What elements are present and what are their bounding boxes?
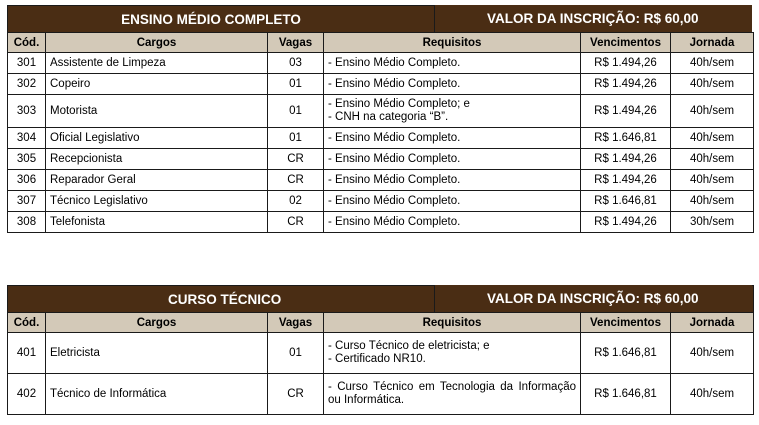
- cell-requisitos: [324, 212, 581, 233]
- cell-vencimentos: R$ 1.494,26: [581, 149, 671, 170]
- cell-cod: 401: [8, 333, 46, 374]
- cell-cod: 402: [8, 374, 46, 415]
- cell-cargo: Técnico Legislativo: [46, 191, 268, 212]
- cell-vencimentos: R$ 1.646,81: [581, 333, 671, 374]
- cell-cargo: Telefonista: [46, 212, 268, 233]
- header-requisitos: Requisitos: [324, 33, 581, 53]
- column-header-row: [8, 313, 754, 333]
- cell-jornada: 40h/sem: [671, 74, 754, 95]
- ensino-medio-table: [7, 5, 754, 233]
- requisito-line: - Ensino Médio Completo.: [328, 131, 461, 144]
- cell-requisitos: [324, 374, 581, 415]
- header-vencimentos: Vencimentos: [581, 33, 671, 53]
- cell-requisitos: [324, 191, 581, 212]
- header-jornada: Jornada: [671, 33, 754, 53]
- cell-requisitos: [324, 170, 581, 191]
- requisito-line: - Curso Técnico em Tecnologia da Informação ou Informática.: [328, 381, 576, 406]
- header-cod: Cód.: [8, 33, 46, 53]
- cell-vagas: 01: [268, 128, 324, 149]
- cell-requisitos: [324, 333, 581, 374]
- cell-cod: 306: [8, 170, 46, 191]
- cell-cod: 301: [8, 53, 46, 74]
- column-header-row: [8, 33, 754, 53]
- cell-cod: 302: [8, 74, 46, 95]
- cell-vagas: CR: [268, 212, 324, 233]
- table-row: [8, 74, 754, 95]
- requisito-line: - Ensino Médio Completo.: [328, 173, 461, 186]
- table-row: [8, 374, 754, 415]
- requisito-line: - Curso Técnico de eletricista; e: [328, 340, 490, 352]
- table-row: [8, 128, 754, 149]
- header-cargos: Cargos: [46, 313, 268, 333]
- cell-jornada: 40h/sem: [671, 333, 754, 374]
- registration-fee: VALOR DA INSCRIÇÃO: R$ 60,00: [434, 5, 752, 32]
- cell-jornada: 40h/sem: [671, 170, 754, 191]
- cell-cargo: Recepcionista: [46, 149, 268, 170]
- table-row: [8, 95, 754, 128]
- table-row: [8, 191, 754, 212]
- cell-vencimentos: R$ 1.646,81: [581, 191, 671, 212]
- cell-vencimentos: R$ 1.494,26: [581, 95, 671, 128]
- requisito-line: - Ensino Médio Completo.: [328, 56, 461, 69]
- cell-cod: 307: [8, 191, 46, 212]
- cell-requisitos: [324, 74, 581, 95]
- requisito-line: - Ensino Médio Completo.: [328, 215, 461, 228]
- requisito-line: - Ensino Médio Completo.: [328, 152, 461, 165]
- cell-vagas: 01: [268, 333, 324, 374]
- cell-cargo: Copeiro: [46, 74, 268, 95]
- cell-vagas: CR: [268, 374, 324, 415]
- header-cargos: Cargos: [46, 33, 268, 53]
- cell-jornada: 30h/sem: [671, 212, 754, 233]
- cell-cargo: Assistente de Limpeza: [46, 53, 268, 74]
- cell-vagas: CR: [268, 170, 324, 191]
- cell-jornada: 40h/sem: [671, 95, 754, 128]
- cell-vencimentos: R$ 1.646,81: [581, 374, 671, 415]
- cell-jornada: 40h/sem: [671, 128, 754, 149]
- header-jornada: Jornada: [671, 313, 754, 333]
- cell-vagas: 02: [268, 191, 324, 212]
- header-vagas: Vagas: [268, 313, 324, 333]
- requisito-line: - CNH na categoria “B”.: [328, 111, 449, 123]
- requisito-line: - Certificado NR10.: [328, 353, 426, 365]
- cell-jornada: 40h/sem: [671, 149, 754, 170]
- cell-jornada: 40h/sem: [671, 374, 754, 415]
- table-row: [8, 53, 754, 74]
- cell-vagas: 01: [268, 74, 324, 95]
- cell-cod: 304: [8, 128, 46, 149]
- cell-vagas: 03: [268, 53, 324, 74]
- cell-jornada: 40h/sem: [671, 191, 754, 212]
- cell-cargo: Motorista: [46, 95, 268, 128]
- cell-vencimentos: R$ 1.494,26: [581, 170, 671, 191]
- header-cod: Cód.: [8, 313, 46, 333]
- requisito-line: - Ensino Médio Completo.: [328, 194, 461, 207]
- table-row: [8, 149, 754, 170]
- cell-cargo: Técnico de Informática: [46, 374, 268, 415]
- registration-fee: VALOR DA INSCRIÇÃO: R$ 60,00: [434, 285, 752, 312]
- cell-requisitos: [324, 128, 581, 149]
- requisito-line: - Ensino Médio Completo.: [328, 77, 461, 90]
- header-vagas: Vagas: [268, 33, 324, 53]
- requisito-line: - Ensino Médio Completo; e: [328, 98, 470, 110]
- table-row: [8, 333, 754, 374]
- header-vencimentos: Vencimentos: [581, 313, 671, 333]
- cell-jornada: 40h/sem: [671, 53, 754, 74]
- cell-cod: 308: [8, 212, 46, 233]
- cell-requisitos: [324, 149, 581, 170]
- cell-vencimentos: R$ 1.494,26: [581, 53, 671, 74]
- cell-vagas: 01: [268, 95, 324, 128]
- table-row: [8, 212, 754, 233]
- header-requisitos: Requisitos: [324, 313, 581, 333]
- table-row: [8, 170, 754, 191]
- cell-vencimentos: R$ 1.494,26: [581, 74, 671, 95]
- cell-requisitos: [324, 53, 581, 74]
- cell-vagas: CR: [268, 149, 324, 170]
- table-title: CURSO TÉCNICO: [8, 286, 754, 313]
- cell-cod: 305: [8, 149, 46, 170]
- cell-vencimentos: R$ 1.494,26: [581, 212, 671, 233]
- cell-vencimentos: R$ 1.646,81: [581, 128, 671, 149]
- cell-cargo: Reparador Geral: [46, 170, 268, 191]
- cell-cargo: Oficial Legislativo: [46, 128, 268, 149]
- cell-cargo: Eletricista: [46, 333, 268, 374]
- table-title: ENSINO MÉDIO COMPLETO: [8, 6, 581, 33]
- cell-cod: 303: [8, 95, 46, 128]
- cell-requisitos: [324, 95, 581, 128]
